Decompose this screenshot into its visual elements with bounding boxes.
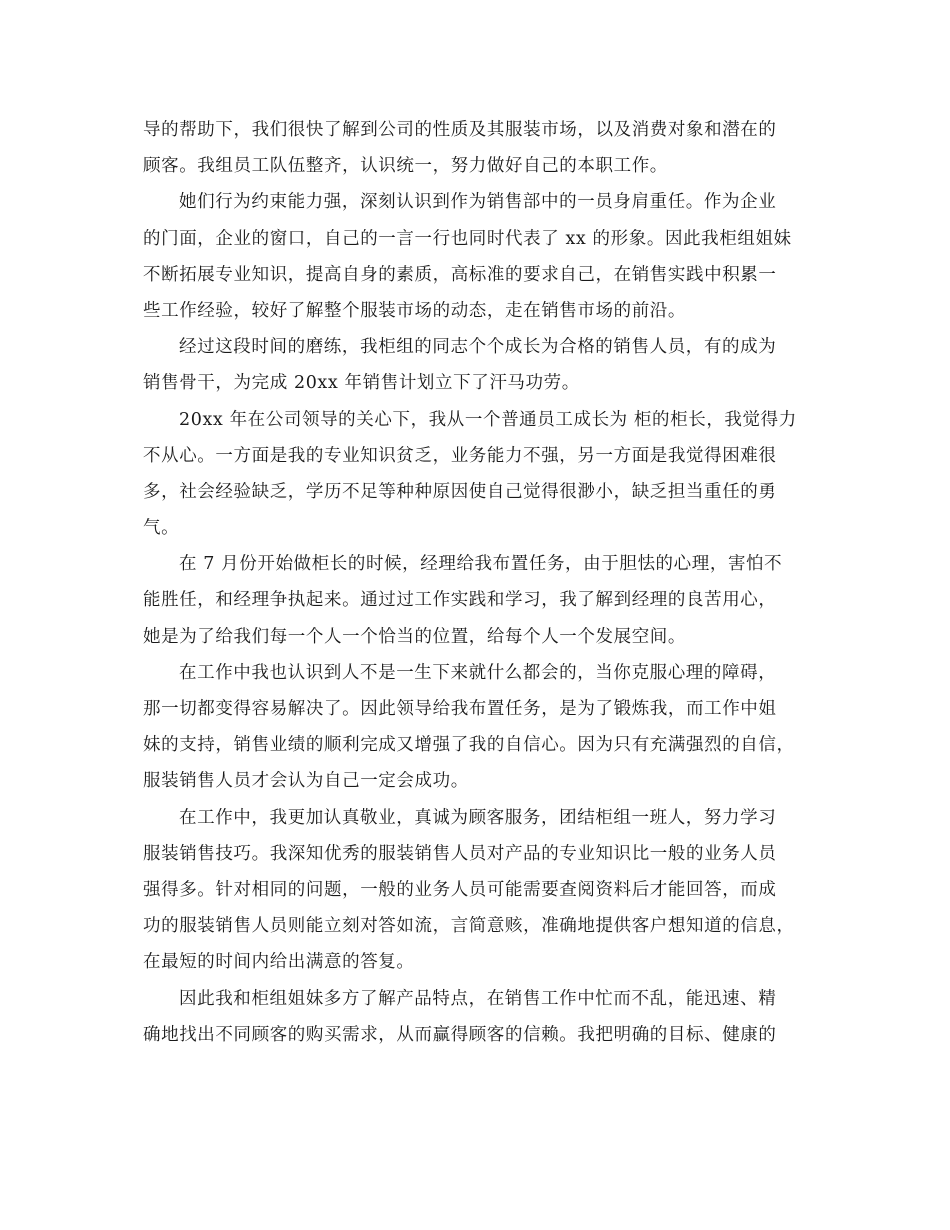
text-line: 不断拓展专业知识，提高自身的素质，高标准的要求自己，在销售实践中积累一 xyxy=(143,264,777,285)
text-line: 服装销售人员才会认为自己一定会成功。 xyxy=(143,771,469,792)
text-line: 的门面，企业的窗口，自己的一言一行也同时代表了 xx 的形象。因此我柜组姐妹 xyxy=(143,228,792,249)
text-line: 在 7 月份开始做柜长的时候，经理给我布置任务，由于胆怯的心理，害怕不 xyxy=(179,554,783,575)
text-line: 些工作经验，较好了解整个服装市场的动态，走在销售市场的前沿。 xyxy=(143,300,686,321)
text-line: 在工作中，我更加认真敬业，真诚为顾客服务，团结柜组一班人，努力学习 xyxy=(179,807,777,828)
text-line: 顾客。我组员工队伍整齐，认识统一，努力做好自己的本职工作。 xyxy=(143,156,668,177)
text-line: 功的服装销售人员则能立刻对答如流，言简意赅，准确地提供客户想知道的信息， xyxy=(143,916,795,937)
text-line: 在工作中我也认识到人不是一生下来就什么都会的，当你克服心理的障碍， xyxy=(179,662,777,683)
document-body xyxy=(143,112,809,1053)
text-line: 气。 xyxy=(143,518,180,539)
text-line: 她们行为约束能力强，深刻认识到作为销售部中的一员身肩重任。作为企业 xyxy=(179,192,777,213)
text-line: 服装销售技巧。我深知优秀的服装销售人员对产品的专业知识比一般的业务人员 xyxy=(143,843,777,864)
text-line: 那一切都变得容易解决了。因此领导给我布置任务，是为了锻炼我，而工作中姐 xyxy=(143,699,777,719)
text-line: 妹的支持，销售业绩的顺利完成又增强了我的自信心。因为只有充满强烈的自信， xyxy=(143,735,795,756)
text-line: 在最短的时间内给出满意的答复。 xyxy=(143,952,415,973)
text-line: 导的帮助下，我们很快了解到公司的性质及其服装市场，以及消费对象和潜在的 xyxy=(143,120,777,140)
text-line: 不从心。一方面是我的专业知识贫乏，业务能力不强，另一方面是我觉得困难很 xyxy=(143,445,777,466)
text-line: 20xx 年在公司领导的关心下，我从一个普通员工成长为 柜的柜长，我觉得力 xyxy=(179,409,797,430)
text-line: 强得多。针对相同的问题，一般的业务人员可能需要查阅资料后才能回答，而成 xyxy=(143,879,777,900)
text-line: 因此我和柜组姐妹多方了解产品特点，在销售工作中忙而不乱，能迅速、精 xyxy=(179,988,777,1009)
text-line: 经过这段时间的磨练，我柜组的同志个个成长为合格的销售人员，有的成为 xyxy=(179,337,777,358)
text-line: 多，社会经验缺乏，学历不足等种种原因使自己觉得很渺小，缺乏担当重任的勇 xyxy=(143,481,777,502)
text-line: 她是为了给我们每一个人一个恰当的位置，给每个人一个发展空间。 xyxy=(143,626,686,647)
text-line: 销售骨干，为完成 20xx 年销售计划立下了汗马功劳。 xyxy=(143,373,580,394)
text-line: 确地找出不同顾客的购买需求，从而赢得顾客的信赖。我把明确的目标、健康的 xyxy=(143,1024,777,1045)
text-line: 能胜任，和经理争执起来。通过过工作实践和学习，我了解到经理的良苦用心， xyxy=(143,590,777,611)
